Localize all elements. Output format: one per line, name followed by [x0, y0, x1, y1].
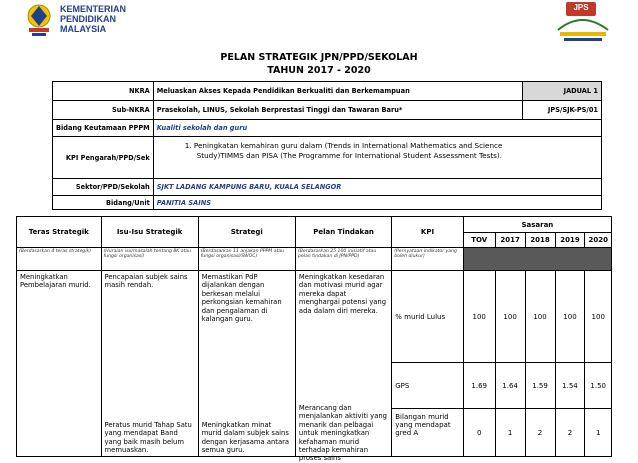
kpi-value: 100 — [585, 271, 612, 363]
bidang-label: Bidang Keutamaan PPPM — [53, 120, 154, 137]
jps-logo-text: JPS — [573, 3, 589, 12]
kpi-value: 1.69 — [463, 363, 495, 409]
subnkra-label: Sub-NKRA — [53, 101, 154, 120]
pelan-cell — [295, 271, 391, 463]
isu-text-2: Peratus murid Tahap Satu yang mendapat Band yang baik masih belum memuaskan. — [104, 421, 192, 455]
header-isu: Isu-Isu Strategik — [101, 217, 198, 248]
header-year: 2019 — [555, 233, 585, 248]
jps-logo — [538, 0, 626, 44]
header-pelan: Pelan Tindakan — [295, 217, 391, 248]
teras-cell: Meningkatkan Pembelajaran murid. — [17, 271, 102, 457]
kpi-label: % murid Lulus — [392, 271, 464, 363]
header-teras: Teras Strategik — [17, 217, 102, 248]
page-title: PELAN STRATEGIK JPN/PPD/SEKOLAH — [220, 52, 418, 63]
kpi-value: 1 — [495, 409, 525, 457]
bidang-value: Kualiti sekolah dan guru — [153, 120, 601, 137]
kpi-value: 1.50 — [585, 363, 612, 409]
kpi-value: 2 — [525, 409, 555, 457]
kpi-label: Bilangan murid yang mendapat gred A — [392, 409, 464, 457]
kpi-pengarah-label: KPI Pengarah/PPD/Sek — [53, 137, 154, 179]
strategi-cell — [198, 271, 295, 457]
kpi-value: 2 — [555, 409, 585, 457]
logo-line-3: MALAYSIA — [60, 24, 107, 34]
logo-line-1: KEMENTERIAN — [60, 4, 127, 14]
header-kpi: KPI — [392, 217, 464, 248]
plan-code: JPS/SJK-PS/01 — [523, 101, 602, 120]
kpi-value: 1.64 — [495, 363, 525, 409]
strategy-table — [16, 216, 612, 463]
ministry-crest-icon — [22, 2, 56, 38]
kpi-label: GPS — [392, 363, 464, 409]
kpi-value: 1.59 — [525, 363, 555, 409]
isu-text-1: Pencapaian subjek sains masih rendah. — [104, 273, 188, 290]
note-strategi: (Berdasarkan 11 anjakan PPPM atau fungsi organisasi/SWOC) — [198, 248, 295, 271]
note-sasaran-shaded — [463, 248, 611, 271]
note-pelan: (Berdasarkan 25 100 inisiatif atau pelan tindakan di JPN/PPD) — [295, 248, 391, 271]
info-table — [52, 81, 602, 210]
subnkra-value: Prasekolah, LINUS, Sekolah Berprestasi Tinggi dan Tawaran Baru* — [153, 101, 522, 120]
kpi-value: 100 — [555, 271, 585, 363]
header-strategi: Strategi — [198, 217, 295, 248]
kpi-value: 100 — [463, 271, 495, 363]
pelan-text-1: Meningkatkan kesedaran dan motivasi murid agar mereka dapat menghargai potensi yang ada dalam diri mereka. — [298, 273, 387, 315]
isu-cell — [101, 271, 198, 457]
kpi-value: 1.54 — [555, 363, 585, 409]
logo-line-2: PENDIDIKAN — [60, 14, 117, 24]
note-isu: (Huraian isu/masalah tentang 8K atau fungsi organisasi) — [101, 248, 198, 271]
kpi-pengarah-line-2: Study)TIMMS dan PISA (The Programme for International Student Assessment Tests). — [196, 151, 503, 160]
sektor-value: SJKT LADANG KAMPUNG BARU, KUALA SELANGOR — [153, 179, 601, 196]
note-kpi: (Pernyataan indikator yang boleh diukur) — [392, 248, 464, 271]
strategi-text-1: Memastikan PdP dijalankan dengan berkesan melalui perkongsian kemahiran dan pengalaman di kalangan guru. — [201, 273, 282, 324]
strategi-text-2: Meningkatkan minat murid dalam subjek sains dengan kerjasama antara semua guru. — [201, 421, 290, 455]
header-year: TOV — [463, 233, 495, 248]
unit-value: PANITIA SAINS — [153, 196, 601, 210]
header-year: 2017 — [495, 233, 525, 248]
pelan-text-2: Merancang dan menjalankan aktiviti yang menarik dan pelbagai untuk meningkatkan kefahaman murid terhadap kemahiran proses sains — [298, 404, 387, 463]
sektor-label: Sektor/PPD/Sekolah — [53, 179, 154, 196]
kpi-pengarah-line-1: 1. Peningkatan kemahiran guru dalam (Trends in International Mathematics and Science — [184, 141, 503, 150]
kpi-value: 100 — [495, 271, 525, 363]
header-year: 2018 — [525, 233, 555, 248]
kpi-value: 100 — [525, 271, 555, 363]
jadual-label: JADUAL 1 — [523, 82, 602, 101]
header-sasaran: Sasaran — [463, 217, 611, 233]
kpi-value: 1 — [585, 409, 612, 457]
page-subtitle: TAHUN 2017 - 2020 — [267, 65, 371, 76]
nkra-label: NKRA — [53, 82, 154, 101]
kpi-value: 0 — [463, 409, 495, 457]
unit-label: Bidang/Unit — [53, 196, 154, 210]
note-teras: (Berdasarkan 4 teras strategik) — [17, 248, 102, 271]
nkra-value: Meluaskan Akses Kepada Pendidikan Berkualiti dan Berkemampuan — [153, 82, 522, 101]
ministry-logo — [22, 2, 152, 40]
header-year: 2020 — [585, 233, 612, 248]
